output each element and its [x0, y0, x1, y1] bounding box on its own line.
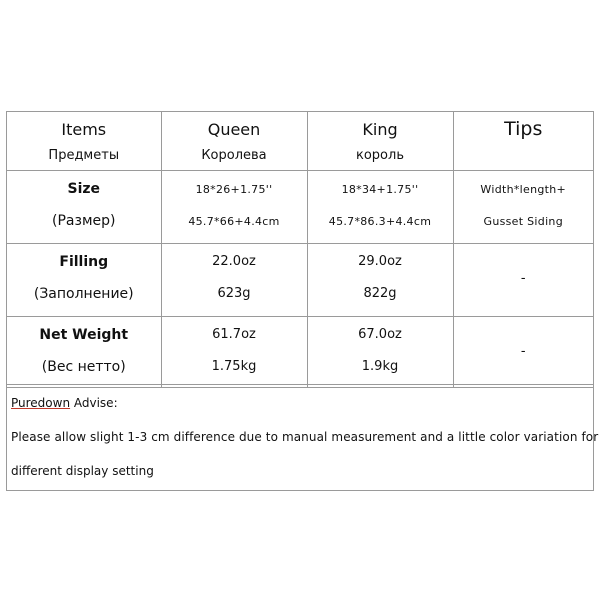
size-label-cell — [7, 171, 161, 244]
advise-section — [7, 384, 599, 491]
size-king-cm: 45.7*86.3+4.4cm — [328, 215, 432, 228]
spec-table — [7, 112, 593, 388]
size-label: Size — [67, 181, 101, 197]
header-row — [7, 112, 593, 171]
net-weight-queen-kg: 1.75kg — [211, 359, 257, 374]
size-tips-line1: Width*length+ — [480, 183, 567, 196]
size-king-inches: 18*34+1.75'' — [341, 183, 419, 196]
advise-line-2: different display setting — [11, 464, 154, 478]
size-queen-cm: 45.7*66+4.4cm — [188, 215, 280, 228]
filling-queen-cell — [161, 244, 307, 317]
filling-queen-oz: 22.0oz — [212, 254, 256, 269]
header-king-ru: король — [356, 148, 404, 163]
filling-label-cell — [7, 244, 161, 317]
header-queen-ru: Королева — [201, 148, 267, 163]
net-weight-label-ru: (Вес нетто) — [41, 359, 126, 375]
size-tips-cell — [453, 171, 593, 244]
filling-label-ru: (Заполнение) — [33, 286, 134, 302]
header-tips — [453, 112, 593, 171]
table-row-size — [7, 171, 593, 244]
filling-king-g: 822g — [363, 286, 397, 301]
header-king — [307, 112, 453, 171]
net-weight-label: Net Weight — [39, 327, 129, 343]
header-king-en: King — [362, 120, 398, 139]
header-items — [7, 112, 161, 171]
net-weight-king-cell — [307, 317, 453, 388]
size-queen-inches: 18*26+1.75'' — [195, 183, 273, 196]
header-queen-en: Queen — [207, 120, 261, 139]
net-weight-tips-cell — [453, 317, 593, 388]
size-label-ru: (Размер) — [52, 213, 116, 229]
filling-label: Filling — [59, 254, 109, 270]
filling-tips: - — [520, 271, 526, 286]
header-tips-en: Tips — [504, 118, 543, 140]
table-row-filling — [7, 244, 593, 317]
spec-sheet — [6, 111, 599, 491]
filling-queen-g: 623g — [217, 286, 251, 301]
size-tips-line2: Gusset Siding — [483, 215, 563, 228]
net-weight-queen-cell — [161, 317, 307, 388]
net-weight-king-kg: 1.9kg — [361, 359, 399, 374]
header-queen — [161, 112, 307, 171]
net-weight-king-oz: 67.0oz — [358, 327, 402, 342]
net-weight-queen-oz: 61.7oz — [212, 327, 256, 342]
advise-brand: Puredown — [11, 396, 71, 410]
size-king-cell — [307, 171, 453, 244]
advise-line-1: Please allow slight 1-3 cm difference due to manual measurement and a little color variation for — [11, 430, 599, 444]
table-row-net-weight — [7, 317, 593, 388]
filling-king-cell — [307, 244, 453, 317]
size-queen-cell — [161, 171, 307, 244]
filling-tips-cell — [453, 244, 593, 317]
net-weight-tips: - — [520, 344, 526, 359]
advise-title — [11, 396, 118, 410]
header-items-en: Items — [61, 120, 107, 139]
header-items-ru: Предметы — [48, 148, 120, 163]
advise-title-rest: Advise: — [70, 396, 118, 410]
filling-king-oz: 29.0oz — [358, 254, 402, 269]
net-weight-label-cell — [7, 317, 161, 388]
